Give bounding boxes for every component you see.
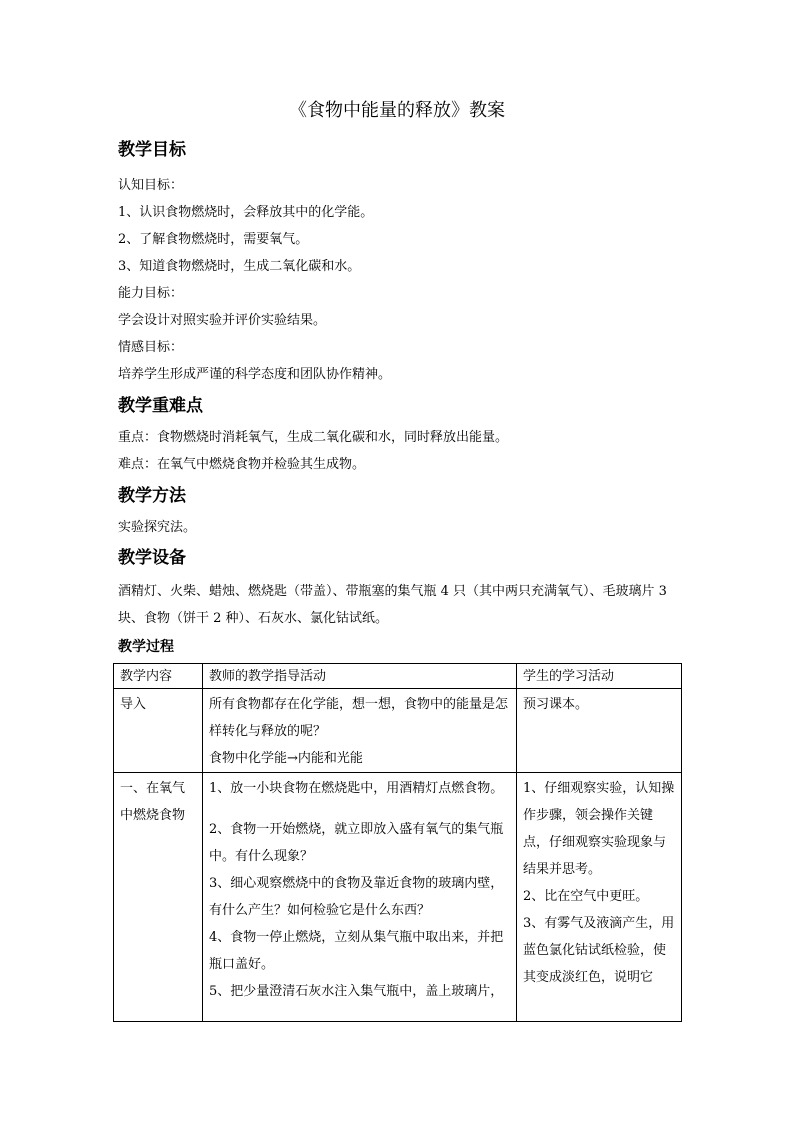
objective-line: 3、知道食物燃烧时，生成二氧化碳和水。 <box>118 259 361 274</box>
objective-line: 1、认识食物燃烧时，会释放其中的化学能。 <box>118 205 374 220</box>
document-title: 《食物中能量的释放》教案 <box>289 100 505 121</box>
teacher-text: 2、食物一开始燃烧，就立即放入盛有氧气的集气瓶中。有什么现象？ <box>209 822 504 864</box>
objective-line: 情感目标： <box>118 340 184 355</box>
teacher-text: 4、食物一停止燃烧，立刻从集气瓶中取出来，并把瓶口盖好。 <box>209 930 504 972</box>
teacher-text: 3、细心观察燃烧中的食物及靠近食物的玻璃内壁，有什么产生？如何检验它是什么东西？ <box>209 876 504 918</box>
method-heading: 教学方法 <box>118 486 186 506</box>
key-point-line: 重点：食物燃烧时消耗氧气，生成二氧化碳和水，同时释放出能量。 <box>118 430 509 445</box>
teacher-text: 所有食物都存在化学能，想一想，食物中的能量是怎样转化与释放的呢？ <box>209 697 509 739</box>
content-text: 一、在氧气中燃烧食物 <box>120 781 186 823</box>
table-header-cell: 教师的教学指导活动 <box>203 664 517 689</box>
objective-line: 认知目标： <box>118 178 184 193</box>
objectives-heading: 教学目标 <box>118 140 186 160</box>
table-header-cell: 教学内容 <box>114 664 203 689</box>
process-table <box>113 663 682 1022</box>
content-text: 导入 <box>120 697 147 712</box>
teacher-text: 5、把少量澄清石灰水注入集气瓶中，盖上玻璃片， <box>209 984 504 999</box>
objective-line: 能力目标： <box>118 286 184 301</box>
key-points-heading: 教学重难点 <box>118 396 203 416</box>
teacher-cell <box>203 773 517 1022</box>
student-text: 2、比在空气中更旺。 <box>523 889 649 904</box>
student-text: 1、仔细观察实验，认知操作步骤，领会操作关键点，仔细观察实验现象与结果并思考。 <box>523 781 675 877</box>
content-cell <box>114 773 203 1022</box>
process-heading: 教学过程 <box>118 639 174 655</box>
table-header-cell: 学生的学习活动 <box>517 664 682 689</box>
student-text: 预习课本。 <box>523 697 589 712</box>
table-header-row <box>114 664 682 689</box>
teacher-text: 1、放一小块食物在燃烧匙中，用酒精灯点燃食物。 <box>209 781 504 796</box>
student-cell <box>517 773 682 1022</box>
student-cell <box>517 689 682 773</box>
student-text: 3、有雾气及液滴产生，用蓝色氯化钴试纸检验，使其变成淡红色，说明它 <box>523 916 675 985</box>
equipment-heading: 教学设备 <box>118 548 186 568</box>
content-cell <box>114 689 203 773</box>
teacher-text: 食物中化学能→内能和光能 <box>209 751 363 766</box>
key-point-line: 难点：在氧气中燃烧食物并检验其生成物。 <box>118 457 366 472</box>
teacher-cell <box>203 689 517 773</box>
objective-line: 学会设计对照实验并评价实验结果。 <box>118 313 327 328</box>
table-row <box>114 689 682 773</box>
method-text: 实验探究法。 <box>118 520 197 535</box>
objective-line: 2、了解食物燃烧时，需要氧气。 <box>118 232 309 247</box>
equipment-text: 酒精灯、火柴、蜡烛、燃烧匙（带盖）、带瓶塞的集气瓶 4 只（其中两只充满氧气）、毛玻璃片 3 块、食物（饼干 2 种）、石灰水、氯化钴试纸。 <box>118 584 667 626</box>
table-row <box>114 773 682 1022</box>
objective-line: 培养学生形成严谨的科学态度和团队协作精神。 <box>118 367 392 382</box>
